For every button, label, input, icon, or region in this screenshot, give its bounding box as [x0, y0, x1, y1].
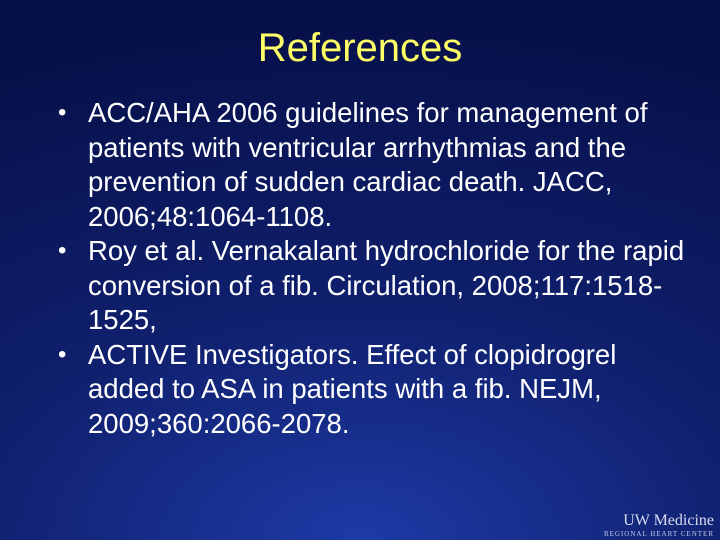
slide-title: References: [257, 26, 463, 70]
reference-item: [58, 338, 698, 442]
reference-text: ACTIVE Investigators. Effect of clopidrogrel added to ASA in patients with a fib. NEJM, 2009;360:2066-2078.: [88, 338, 617, 439]
reference-text: Roy et al. Vernakalant hydrochloride for the rapid conversion of a fib. Circulation, 2008;117:1518-1525,: [88, 235, 685, 335]
logo-subtitle: REGIONAL HEART CENTER: [603, 530, 714, 538]
bullet-icon: •: [58, 237, 67, 264]
bullet-icon: •: [58, 340, 67, 368]
uw-medicine-logo: [604, 513, 714, 538]
reference-item: [58, 234, 698, 338]
bullet-icon: •: [58, 99, 67, 126]
reference-list: [58, 96, 698, 441]
logo-name: UW Medicine: [623, 512, 714, 529]
reference-item: [58, 96, 698, 234]
reference-text: ACC/AHA 2006 guidelines for management of patients with ventricular arrhythmias and the prevention of sudden cardiac death. JACC, 2006;48:1064-1108.: [88, 97, 648, 232]
